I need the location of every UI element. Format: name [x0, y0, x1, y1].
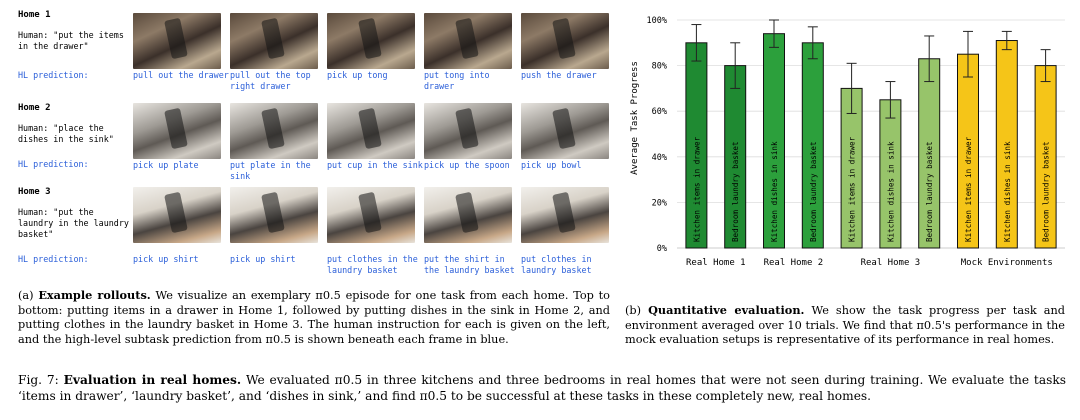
home-label: Home 2: [18, 103, 51, 113]
bar-category-label: Bedroom laundry basket: [925, 141, 935, 242]
caption-a: [18, 288, 610, 347]
caption-b-title: Quantitative evaluation.: [648, 303, 805, 317]
subtask-caption: put the shirt in the laundry basket: [424, 254, 515, 275]
subtask-caption: put clothes in the laundry basket: [327, 254, 418, 275]
group-label: Real Home 2: [763, 258, 824, 268]
y-axis-ticks: [647, 16, 667, 254]
subtask-caption: push the drawer: [521, 70, 597, 80]
rollout-frame: [521, 13, 609, 69]
rollout-frame: [133, 103, 221, 159]
bar-category-label: Kitchen dishes in sink: [770, 141, 779, 242]
caption-a-title: Example rollouts.: [38, 288, 151, 302]
bar-category-label: Kitchen dishes in sink: [1002, 141, 1012, 242]
example-rollouts-panel: [18, 10, 618, 280]
hl-prediction-label: HL prediction:: [18, 159, 89, 169]
y-tick-label: 40%: [651, 152, 667, 163]
hl-prediction-label: HL prediction:: [18, 70, 89, 80]
rollout-frame: [521, 187, 609, 243]
caption-a-lead: (a): [18, 289, 39, 302]
group-label: Real Home 3: [860, 258, 921, 268]
subtask-caption: pick up bowl: [521, 160, 582, 170]
human-instruction: Human: "place the dishes in the sink": [18, 123, 114, 144]
home-label: Home 3: [18, 187, 51, 197]
rollout-frame: [133, 13, 221, 69]
rollout-frame: [230, 187, 318, 243]
subtask-caption: put tong into drawer: [424, 70, 490, 91]
rollout-frame: [230, 13, 318, 69]
y-tick-label: 60%: [651, 107, 667, 118]
bar-category-label: Bedroom laundry basket: [1041, 141, 1051, 242]
subtask-caption: pull out the top right drawer: [230, 70, 311, 91]
caption-b-body: We show the task progress per task and environment averaged over 10 trials. We find that π0.5's performance in the mock evaluation setups is representative of its performance in real homes.: [625, 304, 1065, 346]
y-tick-label: 20%: [651, 198, 667, 209]
caption-a-body: We visualize an exemplary π0.5 episode for one task from each home. Top to bottom: putting items in a drawer in Home 1, followed by putting dishes in the sink in Home 2, and putting clothes in the laundry basket in Home 3. The human instruction for each is given on the left, and the high-level subtask prediction from π0.5 is shown beneath each frame in blue.: [18, 289, 610, 346]
subtask-caption: pick up plate: [133, 160, 199, 170]
figure-body: We evaluated π0.5 in three kitchens and three bedrooms in real homes that were not seen during training. We evaluate the tasks ‘items in drawer’, ‘laundry basket’, and ‘dishes in sink,’ and find π0.5 to be successful at these tasks in these completely new, real homes.: [18, 373, 1066, 403]
y-tick-label: 100%: [646, 16, 667, 26]
bar-category-label: Bedroom laundry basket: [731, 141, 741, 242]
y-tick-label: 0%: [656, 244, 667, 254]
human-instruction: Human: "put the laundry in the laundry basket": [18, 207, 129, 239]
rollout-frame: [424, 13, 512, 69]
subtask-caption: put clothes in laundry basket: [521, 254, 592, 275]
group-label: Real Home 1: [685, 258, 746, 268]
subtask-caption: pick up shirt: [230, 254, 296, 264]
group-labels: [686, 258, 1053, 268]
bar-category-label: Kitchen dishes in sink: [886, 141, 896, 242]
task-progress-bar-chart: [625, 8, 1075, 278]
bars: [686, 20, 1056, 248]
figure-lead: Fig. 7:: [18, 373, 64, 387]
rollout-frame: [424, 103, 512, 159]
subtask-caption: put plate in the sink: [230, 160, 311, 181]
rollout-frame: [521, 103, 609, 159]
y-tick-label: 80%: [651, 61, 667, 72]
subtask-caption: pick up tong: [327, 70, 388, 80]
rollout-frame: [327, 13, 415, 69]
home-label: Home 1: [18, 10, 51, 20]
group-label: Mock Environments: [960, 258, 1053, 268]
figure-caption: [18, 372, 1066, 404]
hl-prediction-label: HL prediction:: [18, 254, 89, 264]
caption-b: [625, 303, 1065, 348]
bar-category-label: Bedroom laundry basket: [808, 141, 818, 242]
y-axis-label: Average Task Progress: [630, 61, 640, 175]
bar-category-label: Kitchen items in drawer: [964, 136, 973, 242]
bar-category-label: Kitchen items in drawer: [692, 136, 702, 242]
rollout-frame: [424, 187, 512, 243]
rollout-frame: [327, 187, 415, 243]
subtask-caption: pick up the spoon: [424, 160, 510, 170]
subtask-caption: put cup in the sink: [327, 160, 423, 170]
rollout-frame: [327, 103, 415, 159]
human-instruction: Human: "put the items in the drawer": [18, 30, 124, 51]
subtask-caption: pick up shirt: [133, 254, 199, 264]
caption-b-lead: (b): [625, 304, 649, 317]
rollout-frame: [230, 103, 318, 159]
rollout-frame: [133, 187, 221, 243]
subtask-caption: pull out the drawer: [133, 70, 229, 80]
figure-title: Evaluation in real homes.: [63, 373, 242, 387]
bar-category-label: Kitchen items in drawer: [847, 136, 857, 242]
